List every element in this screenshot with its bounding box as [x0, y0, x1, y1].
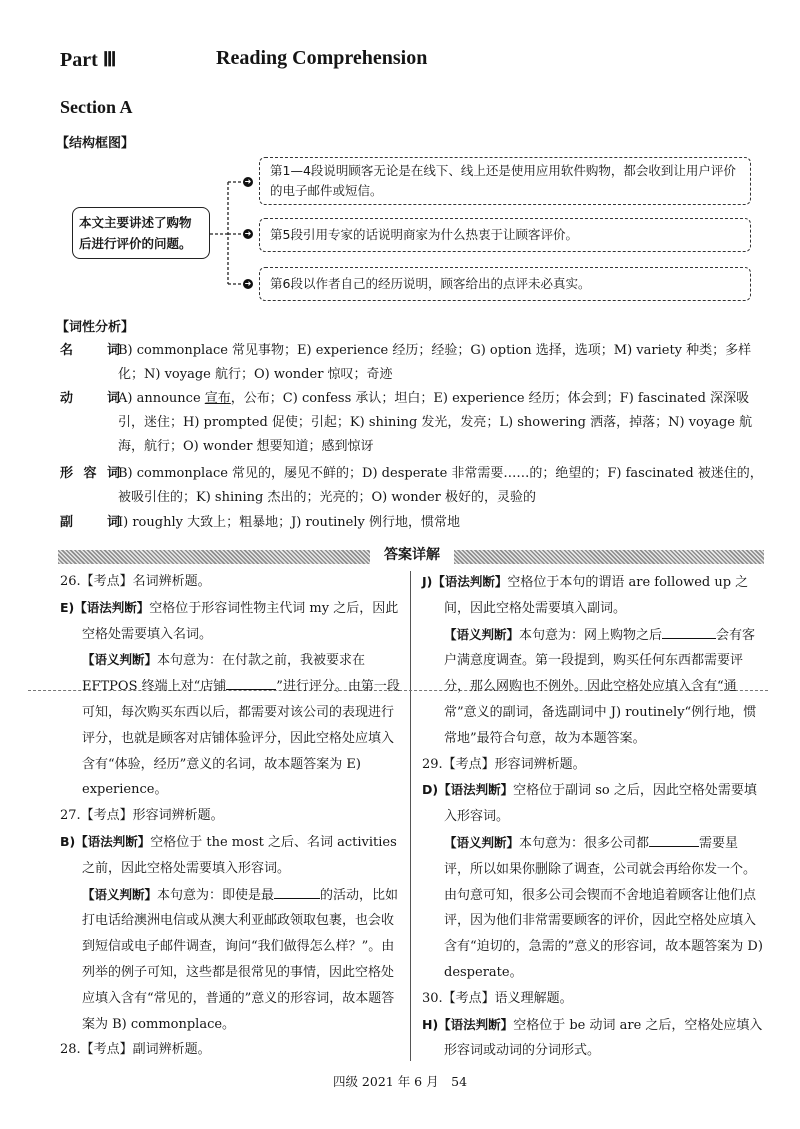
- structure-label: 【结构框图】: [56, 136, 135, 151]
- q29-grammar-text: 空格位于副词 so 之后，因此空格处需要填入形容词。: [444, 783, 757, 825]
- q26-grammar-text: 空格位于形容词性物主代词 my 之后，因此空格处需要填入名词。: [82, 600, 399, 642]
- q27-grammar-text: 空格位于 the most 之后、名词 activities 之前，因此空格处需要填入形容词。: [82, 834, 397, 876]
- arrow-dot-icon: ➜: [244, 229, 252, 238]
- page-footer: 四级 2021 年 6 月 54: [332, 1074, 468, 1089]
- pos-noun-label: 名 词: [60, 343, 120, 358]
- q27-semantic-text-b: 的活动，比如打电话给澳洲电信或从澳大利亚邮政领取包裹，也会收到短信或电子邮件调查，询问“我们做得怎么样？”。由列举的例子可知，这些都是很常见的事情，因此空格处应填入含有“常见的，普通的”意义的形容词，故本题答案为 B) commonplace。: [82, 887, 399, 1032]
- q28-semantic-text-a: 本句意为：网上购物之后: [519, 627, 663, 643]
- q26-semantic-text-b: ”进行评分。由第一段可知，每次购买东西以后，都需要对该公司的表现进行评分，也就是顾客对店铺体验评分，因此空格处应填入含有“体验，经历”意义的名词，故本题答案为 E) experience。: [82, 679, 400, 798]
- q27-grammar-tag: B)【语法判断】: [60, 833, 151, 849]
- diagram-main-box: 本文主要讲述了购物后进行评价的问题。: [72, 207, 210, 259]
- q30-grammar: [422, 1012, 764, 1065]
- q29-semantic-text-b: 需要星评，所以如果你删除了调查，公司就会再给你发一个。由句意可知，很多公司会锲而不舍地追着顾客让他们点评，因为他们非常需要顾客的评价，因此空格处应填入含有“迫切的，急需的”意义的形容词，故本题答案为 D) desperate。: [444, 835, 763, 980]
- q26-grammar-tag: E)【语法判断】: [60, 599, 150, 615]
- answer-blank: [649, 834, 699, 847]
- q28-head: 28.【考点】副词辨析题。: [60, 1042, 211, 1058]
- q29-semantic: [422, 830, 764, 986]
- q29-grammar: [422, 777, 764, 830]
- q27-semantic-tag: 【语义判断】: [82, 886, 158, 902]
- q28-semantic-text-b: 会有客户满意度调查。第一段提到，购买任何东西都需要评分，那么网购也不例外。因此空格处应填入含有“通常”意义的副词，备选副词中 J) routinely“例行地，惯常地”最符合句意，故为本题答案。: [444, 627, 757, 746]
- q26-semantic-tag: 【语义判断】: [82, 652, 158, 668]
- q28-semantic: [422, 622, 764, 752]
- pos-adv-text: I) roughly 大致上；粗暴地；J) routinely 例行地，惯常地: [118, 515, 460, 530]
- pos-verb-label: 动 词: [60, 391, 120, 406]
- q28-semantic-tag: 【语义判断】: [444, 626, 520, 642]
- answer-blank: [274, 886, 320, 899]
- divider-hatch-left: [58, 550, 370, 564]
- q29-semantic-text-a: 本句意为：很多公司都: [519, 835, 650, 851]
- q26-head: 26.【考点】名词辨析题。: [60, 574, 211, 589]
- diagram-item-2: 第5段引用专家的话说明商家为什么热衷于让顾客评价。: [259, 218, 751, 252]
- q26-grammar: [60, 595, 400, 648]
- pos-adj-text: B) commonplace 常见的，屡见不鲜的；D) desperate 非常需要……的；绝望的；F) fascinated 被迷住的，被吸引住的；K) shining 杰出的；光亮的；O) wonder 极好的，灵验的: [118, 466, 763, 505]
- pos-noun-text: B) commonplace 常见事物；E) experience 经历；经验；G) option 选择，选项；M) variety 种类；多样化；N) voyage 航行；O) wonder 惊叹；奇迹: [118, 343, 752, 382]
- q26-semantic: [60, 647, 400, 803]
- part-title: Reading Comprehension: [216, 47, 428, 69]
- column-divider: [410, 571, 411, 1061]
- section-title: Section A: [60, 97, 133, 117]
- q28-grammar: [422, 569, 764, 622]
- q29-grammar-tag: D)【语法判断】: [422, 782, 514, 798]
- answer-blank: [226, 677, 276, 690]
- q28-grammar-text: 空格位于本句的谓语 are followed up 之间，因此空格处需要填入副词。: [444, 575, 749, 616]
- pos-verb-text: [118, 387, 763, 459]
- diagram-item-1: 第1—4段说明顾客无论是在线下、线上还是使用应用软件购物，都会收到让用户评价的电子邮件或短信。: [259, 157, 751, 205]
- pos-label: 【词性分析】: [56, 320, 135, 335]
- q30-grammar-text: 空格位于 be 动词 are 之后，空格处应填入形容词或动词的分词形式。: [444, 1017, 763, 1059]
- q30-grammar-tag: H)【语法判断】: [422, 1016, 514, 1032]
- q27-head: 27.【考点】形容词辨析题。: [60, 808, 224, 824]
- pos-verb-underlined: 宣布: [204, 391, 231, 406]
- divider-hatch-right: [454, 550, 764, 564]
- arrow-dot-icon: ➜: [244, 279, 252, 288]
- pos-verb-text-a: A) announce: [118, 391, 205, 406]
- diagram-item-3: 第6段以作者自己的经历说明，顾客给出的点评未必真实。: [259, 267, 751, 301]
- pos-adv-label: 副 词: [60, 515, 120, 530]
- q26-semantic-text-a: 本句意为：在付款之前，我被要求在 EFTPOS 终端上对“店铺: [82, 653, 366, 695]
- arrow-dot-icon: ➜: [244, 177, 252, 186]
- answer-blank: [662, 626, 716, 639]
- q27-semantic-text-a: 本句意为：即使是最: [157, 887, 275, 903]
- q27-semantic: [60, 882, 400, 1038]
- q27-grammar: [60, 829, 400, 882]
- pos-adj-label: 形容词: [60, 466, 120, 481]
- q28-grammar-tag: J)【语法判断】: [422, 574, 508, 589]
- left-column: [60, 569, 400, 1063]
- q29-head: 29.【考点】形容词辨析题。: [422, 756, 586, 772]
- part-label: Part Ⅲ: [60, 49, 117, 71]
- q30-head: 30.【考点】语义理解题。: [422, 990, 573, 1006]
- right-column: [422, 569, 764, 1064]
- answers-title: 答案详解: [372, 544, 452, 564]
- q29-semantic-tag: 【语义判断】: [444, 834, 520, 850]
- pos-verb-text-b: ，公布；C) confess 承认；坦白；E) experience 经历；体会到；F) fascinated 深深吸引，迷住；H) prompted 促使；引起；K) shining 发光，发亮；L) showering 洒落，掉落；N) voyage 航海，航行；O) wonder 想要知道；感到惊讶: [118, 391, 753, 454]
